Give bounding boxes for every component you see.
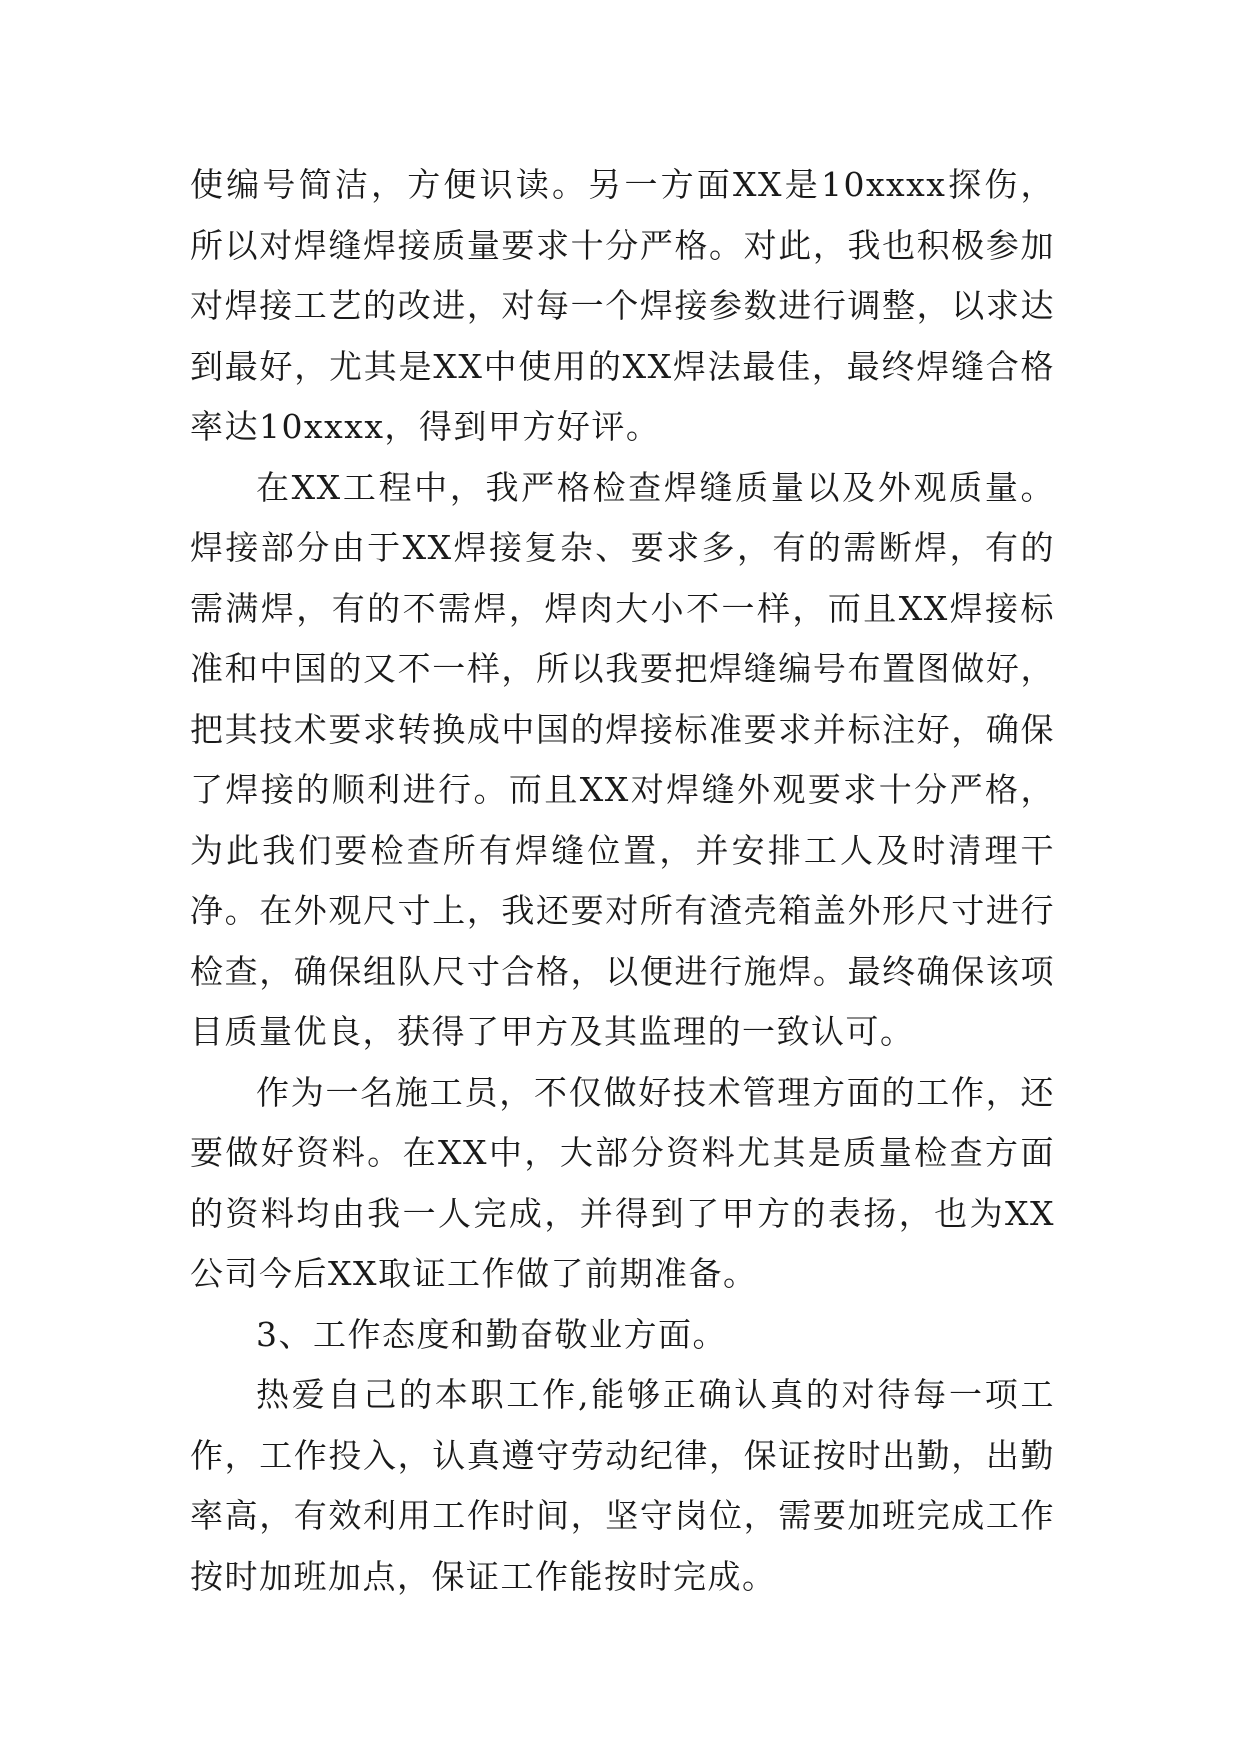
paragraph-1: 使编号简洁，方便识读。另一方面XX是10xxxx探伤，所以对焊缝焊接质量要求十分严格。对此，我也积极参加对焊接工艺的改进，对每一个焊接参数进行调整，以求达到最好，尤其是XX中使用的XX焊法最佳，最终焊缝合格率达10xxxx，得到甲方好评。 [190,165,1055,446]
paragraph-4: 热爱自己的本职工作,能够正确认真的对待每一项工作，工作投入，认真遵守劳动纪律，保证按时出勤，出勤率高，有效利用工作时间，坚守岗位，需要加班完成工作按时加班加点，保证工作能按时完成。 [190,1375,1055,1596]
document-body [190,155,1055,1607]
section-heading-3: 3、工作态度和勤奋敬业方面。 [256,1314,727,1354]
paragraph-3: 作为一名施工员，不仅做好技术管理方面的工作，还要做好资料。在XX中，大部分资料尤其是质量检查方面的资料均由我一人完成，并得到了甲方的表扬，也为XX公司今后XX取证工作做了前期准备。 [190,1072,1055,1293]
paragraph-2: 在XX工程中，我严格检查焊缝质量以及外观质量。焊接部分由于XX焊接复杂、要求多，有的需断焊，有的需满焊，有的不需焊，焊肉大小不一样，而且XX焊接标准和中国的又不一样，所以我要把焊缝编号布置图做好，把其技术要求转换成中国的焊接标准要求并标注好，确保了焊接的顺利进行。而且XX对焊缝外观要求十分严格，为此我们要检查所有焊缝位置，并安排工人及时清理干净。在外观尺寸上，我还要对所有渣壳箱盖外形尺寸进行检查，确保组队尺寸合格，以便进行施焊。最终确保该项目质量优良，获得了甲方及其监理的一致认可。 [190,467,1055,1051]
